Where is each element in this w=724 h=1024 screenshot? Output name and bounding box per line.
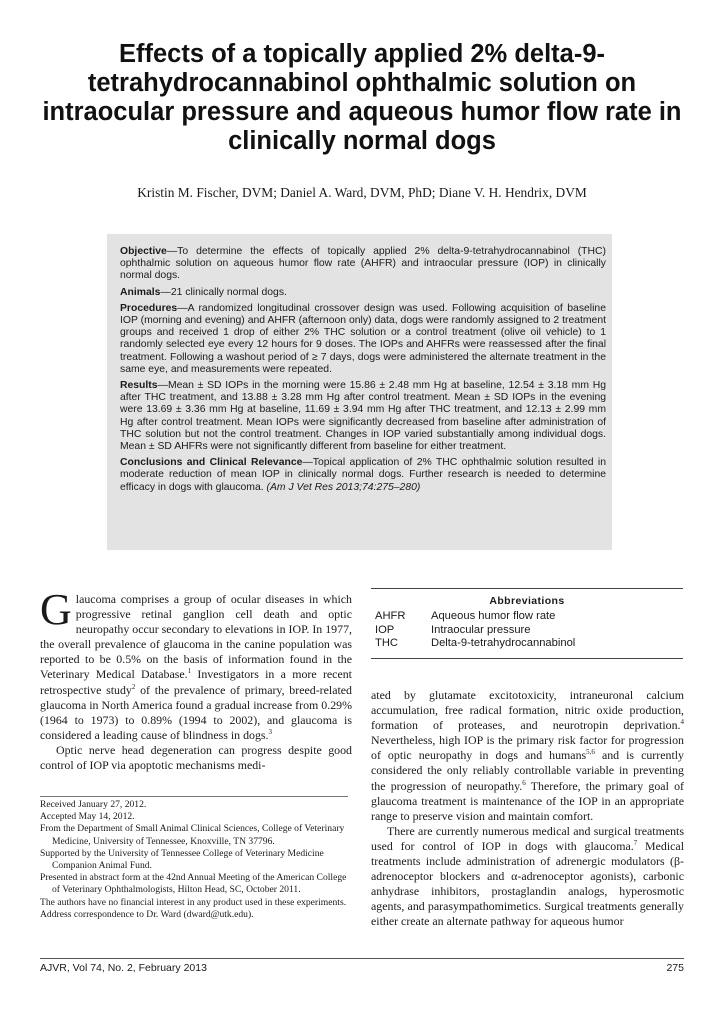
footnote-disclosure: The authors have no financial interest in any product used in these experiments. bbox=[40, 896, 347, 908]
abbreviation-key: IOP bbox=[375, 623, 395, 636]
footer-journal-info: AJVR, Vol 74, No. 2, February 2013 bbox=[40, 962, 207, 974]
footnote-divider bbox=[40, 796, 348, 797]
footnote-presented: Presented in abstract form at the 42nd Annual Meeting of the American College of Veterinary Ophthalmologists, Hilton Head, SC, October 2011. bbox=[40, 872, 347, 896]
intro-paragraph-1 bbox=[40, 585, 352, 743]
intro-text-3a: There are currently numerous medical and surgical treatments used for control of IOP in dogs with glaucoma. bbox=[371, 823, 684, 853]
intro-paragraph-2-start: Optic nerve head degeneration can progress despite good control of IOP via apoptotic mechanisms medi- bbox=[40, 742, 352, 773]
footnotes bbox=[40, 799, 352, 921]
citation-ref: 6 bbox=[522, 778, 526, 787]
citation-ref: 4 bbox=[680, 718, 684, 727]
body-column-left bbox=[40, 585, 352, 773]
abstract-animals bbox=[120, 287, 606, 299]
intro-text-2c: and is currently considered the only reliably controllable variable in preventing the progression of neuropathy. bbox=[371, 748, 684, 793]
abbreviation-key: THC bbox=[375, 637, 398, 649]
abstract-procedures bbox=[120, 303, 606, 376]
abbreviation-value: Aqueous humor flow rate bbox=[431, 610, 556, 622]
citation-ref: 5,6 bbox=[586, 748, 595, 757]
citation-ref: 2 bbox=[131, 682, 136, 691]
abstract-results bbox=[120, 380, 606, 453]
paper-title: Effects of a topically applied 2% delta-9-tetrahydrocannabinol ophthalmic solution on intraocular pressure and aqueous humor flow rate in clinically normal dogs bbox=[42, 40, 682, 155]
author-list: Kristin M. Fischer, DVM; Daniel A. Ward, DVM, PhD; Diane V. H. Hendrix, DVM bbox=[137, 185, 587, 200]
intro-text-2a: ated by glutamate excitotoxicity, intraneuronal calcium accumulation, free radical formation, nitric oxide production, formation of proteases, and neurotropin deprivation. bbox=[371, 688, 684, 733]
citation-ref: 7 bbox=[633, 838, 638, 847]
abstract-box bbox=[107, 234, 612, 550]
conclusions-label: Conclusions and Clinical Relevance bbox=[120, 457, 303, 469]
drop-cap: G bbox=[40, 585, 72, 634]
results-label: Results bbox=[120, 380, 158, 392]
abbreviations-box bbox=[371, 588, 683, 659]
footer-divider bbox=[40, 958, 684, 959]
abbreviation-row bbox=[371, 637, 683, 651]
intro-text-1b: Investigators in a more recent retrospective study bbox=[40, 667, 352, 697]
footnote-accepted: Accepted May 14, 2012. bbox=[40, 811, 135, 823]
footnote-affiliation: From the Department of Small Animal Clinical Sciences, College of Veterinary Medicine, University of Tennessee, Knoxville, TN 37796. bbox=[40, 823, 345, 847]
intro-paragraph-2-cont bbox=[371, 688, 684, 824]
objective-label: Objective bbox=[120, 246, 167, 257]
intro-text-2d: Therefore, the primary goal of glaucoma treatment is maintenance of the IOP in an appropriate range to preserve vision and maintain comfort. bbox=[371, 778, 684, 823]
intro-text-3b: Medical treatments include administration of adrenergic modulators (β-adrenoceptor blockers and α-adrenoceptor agonists), carbonic anhydrase inhibitors, prostaglandin analogs, hyperosmotic agents, and parasympathomimetics. Surgical treatments generally either create an alternate pathway for aqueous humor bbox=[371, 838, 684, 929]
animals-text: —21 clinically normal dogs. bbox=[160, 286, 287, 298]
abstract-citation: (Am J Vet Res 2013;74:275–280) bbox=[266, 481, 421, 493]
intro-paragraph-3 bbox=[371, 824, 684, 930]
intro-text-2b: Nevertheless, high IOP is the primary risk factor for progression of optic neuropathy in dogs and humans bbox=[371, 733, 684, 763]
procedures-label: Procedures bbox=[120, 302, 178, 314]
footnote-received: Received January 27, 2012. bbox=[40, 799, 147, 810]
abbreviation-key: AHFR bbox=[375, 610, 406, 622]
citation-ref: 3 bbox=[268, 727, 273, 736]
abbreviation-row bbox=[371, 610, 683, 624]
footnote-funding: Supported by the University of Tennessee College of Veterinary Medicine Companion Animal Fund. bbox=[40, 847, 324, 872]
abstract-objective bbox=[120, 246, 606, 283]
page-number: 275 bbox=[666, 962, 684, 974]
animals-label: Animals bbox=[120, 286, 161, 298]
abstract-conclusions bbox=[120, 457, 606, 494]
intro-text-1a: laucoma comprises a group of ocular diseases in which progressive retinal ganglion cell death and optic neuropathy occur secondary to elevations in IOP. In 1977, the overall prevalence of glaucoma in the canine population was reported to be 0.5% on the basis of information found in the Veterinary Medical Database. bbox=[40, 592, 352, 682]
abbreviation-value: Intraocular pressure bbox=[431, 623, 531, 636]
results-text: —Mean ± SD IOPs in the morning were 15.86 ± 2.48 mm Hg at baseline, 12.54 ± 3.18 mm Hg after THC treatment, and 13.88 ± 3.28 mm Hg after control treatment. Mean ± SD IOPs in the evening were 13.69 ± 3.36 mm Hg at baseline, 11.69 ± 3.94 mm Hg after THC treatment, and 12.13 ± 2.99 mm Hg after control treatment. Mean IOPs were significantly decreased from baseline after administration of THC solution but not the control treatment. Changes in IOP varied substantially among individual dogs. Mean ± SD AHFRs were not significantly different from baseline for either treatment. bbox=[120, 380, 606, 453]
citation-ref: 1 bbox=[187, 667, 192, 676]
procedures-text: —A randomized longitudinal crossover design was used. Following acquisition of baseline IOP (morning and evening) and AHFR (afternoon only) data, dogs were randomly assigned to 2 treatment groups and received 1 drop of either 2% THC solution or a control treatment (olive oil vehicle) to 1 randomly selected eye every 12 hours for 9 doses. The IOPs and AHFRs were reassessed after the final treatment. Following a washout period of ≥ 7 days, dogs were administered the alternate treatment in the same eye, and measurements were repeated. bbox=[120, 302, 606, 375]
footnote-correspondence: Address correspondence to Dr. Ward (dward@utk.edu). bbox=[40, 908, 254, 920]
abbreviations-title: Abbreviations bbox=[489, 595, 565, 607]
abbreviation-row bbox=[371, 624, 683, 638]
body-column-right bbox=[371, 688, 684, 930]
conclusions-text: —Topical application of 2% THC ophthalmic solution resulted in moderate reduction of mean IOP in clinically normal dogs. Further research is needed to determine efficacy in dogs with glaucoma. bbox=[120, 457, 606, 493]
abbreviation-value: Delta-9-tetrahydrocannabinol bbox=[431, 637, 576, 649]
objective-text: —To determine the effects of topically applied 2% delta-9-tetrahydrocannabinol (THC) ophthalmic solution on aqueous humor flow rate (AHFR) and intraocular pressure (IOP) in clinically normal dogs. bbox=[120, 246, 606, 282]
intro-text-1c: of the prevalence of primary, breed-related glaucoma in North America found a gradual increase from 0.29% (1964 to 1973) to 0.89% (1994 to 2002), and glaucoma is considered a leading cause of blindness in dogs. bbox=[40, 682, 352, 742]
